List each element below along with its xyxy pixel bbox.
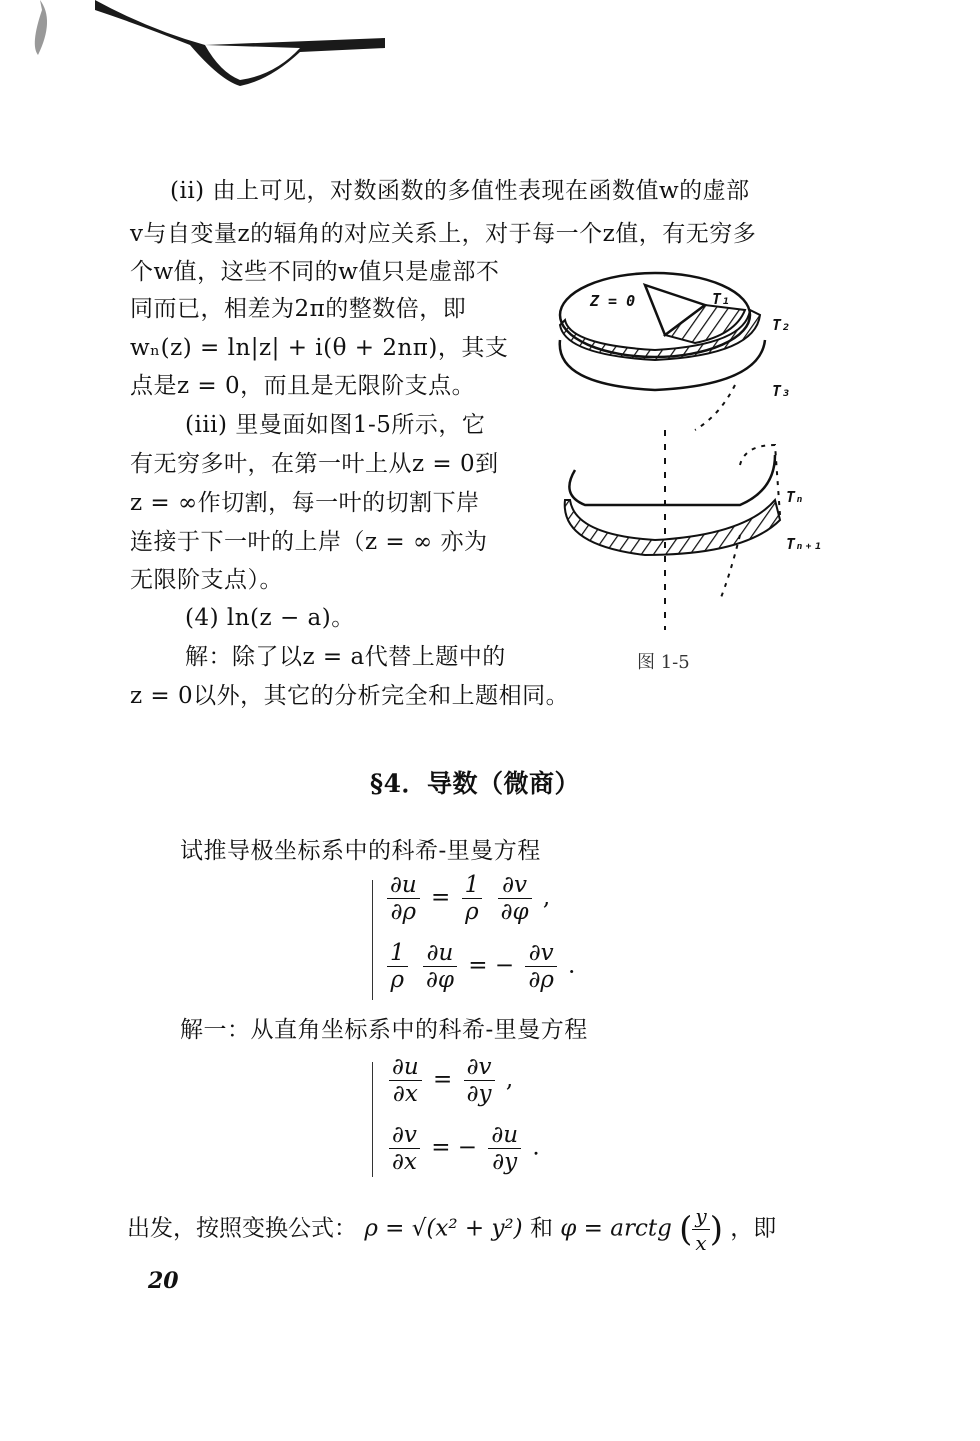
eq-denominator: ∂φ [500, 899, 529, 925]
eq-punct: , [505, 1066, 514, 1093]
eq-sign: = [433, 1066, 453, 1093]
para-iii-line5: 无限阶支点）。 [130, 567, 283, 593]
eq-denominator: ∂y [466, 1081, 492, 1107]
transform-rho: ρ = √(x² + y²) [364, 1215, 523, 1242]
para-ii-line6: 点是z = 0，而且是无限阶支点。 [130, 373, 476, 399]
figure-label-tn1: Tₙ₊₁ [786, 535, 823, 553]
eq-numerator: 1 [462, 872, 483, 899]
transform-phi: φ = arctg [560, 1215, 672, 1242]
scan-artifact [0, 0, 420, 100]
para-iii-line1: (iii) 里曼面如图1-5所示，它 [185, 412, 486, 438]
eq-denominator: ∂x [392, 1149, 417, 1175]
para-ii-line4: 同而已，相差为2π的整数倍，即 [130, 296, 467, 322]
eq-denominator: x [695, 1231, 707, 1255]
eq-denominator: ∂φ [425, 967, 454, 993]
eq-sign: = − [468, 952, 515, 979]
eq-numerator: ∂u [423, 940, 457, 967]
page-number: 20 [148, 1268, 179, 1294]
transform-and: 和 [529, 1215, 553, 1242]
eq-denominator: ∂y [492, 1149, 518, 1175]
section-title: §4．导数（微商） [370, 769, 580, 798]
problem-eq1 [383, 872, 550, 925]
transform-line [127, 1203, 776, 1256]
eq-sign: = − [431, 1134, 478, 1161]
eq-punct: . [532, 1134, 540, 1161]
para-ii-line5: wₙ(z) = ln|z| + i(θ + 2nπ)，其支 [130, 335, 509, 361]
paren-close: ) [709, 1209, 723, 1250]
eq-numerator: ∂v [389, 1122, 420, 1149]
problem-brace [372, 880, 373, 1000]
item4-heading: (4) ln(z − a)。 [185, 605, 355, 631]
eq-denominator: ρ [390, 967, 405, 993]
eq-punct: ． [568, 952, 592, 979]
solution-intro: 解一：从直角坐标系中的科希-里曼方程 [180, 1017, 588, 1043]
item4-solution-line2: z = 0以外，其它的分析完全和上题相同。 [130, 683, 570, 709]
item4-solution-line1: 解：除了以z = a代替上题中的 [185, 644, 506, 670]
eq-sign: = [431, 884, 451, 911]
eq-numerator: ∂u [387, 872, 420, 899]
para-ii-line1: (ii) 由上可见，对数函数的多值性表现在函数值w的虚部 [170, 178, 750, 204]
paren-open: ( [679, 1209, 693, 1250]
eq-denominator: ρ [465, 899, 479, 925]
solution-eq2 [385, 1122, 540, 1175]
problem-statement: 试推导极坐标系中的科希-里曼方程 [180, 838, 541, 864]
figure-label-t2: T₂ [772, 316, 791, 334]
figure-label-tn: Tₙ [786, 488, 805, 506]
eq-numerator: y [692, 1203, 709, 1230]
para-iii-line3: z = ∞作切割，每一叶的切割下岸 [130, 490, 480, 516]
eq-denominator: ∂ρ [528, 967, 554, 993]
figure-caption: 图 1-5 [637, 652, 690, 673]
transform-end: ，即 [730, 1215, 777, 1242]
figure-label-z0: Z = 0 [590, 292, 636, 310]
riemann-surface-figure [545, 255, 825, 635]
solution-eq1 [385, 1054, 513, 1107]
figure-label-t3: T₃ [772, 382, 791, 400]
eq-denominator: ∂ρ [390, 899, 417, 925]
eq-denominator: ∂x [392, 1081, 418, 1107]
eq-numerator: ∂v [498, 872, 532, 899]
figure-label-t1: T₁ [712, 290, 731, 308]
problem-eq2 [383, 940, 591, 993]
para-ii-line3: 个w值，这些不同的w值只是虚部不 [130, 259, 500, 285]
eq-numerator: ∂u [488, 1122, 521, 1149]
eq-numerator: ∂v [525, 940, 556, 967]
eq-numerator: ∂u [389, 1054, 422, 1081]
transform-text: 出发，按照变换公式： [127, 1215, 357, 1242]
solution-brace [372, 1062, 373, 1177]
para-iii-line4: 连接于下一叶的上岸（z = ∞ 亦为 [130, 529, 488, 555]
eq-punct: , [542, 884, 551, 911]
eq-numerator: ∂v [464, 1054, 495, 1081]
para-iii-line2: 有无穷多叶，在第一叶上从z = 0到 [130, 451, 499, 477]
eq-numerator: 1 [387, 940, 408, 967]
para-ii-line2: v与自变量z的辐角的对应关系上，对于每一个z值，有无穷多 [130, 221, 757, 247]
